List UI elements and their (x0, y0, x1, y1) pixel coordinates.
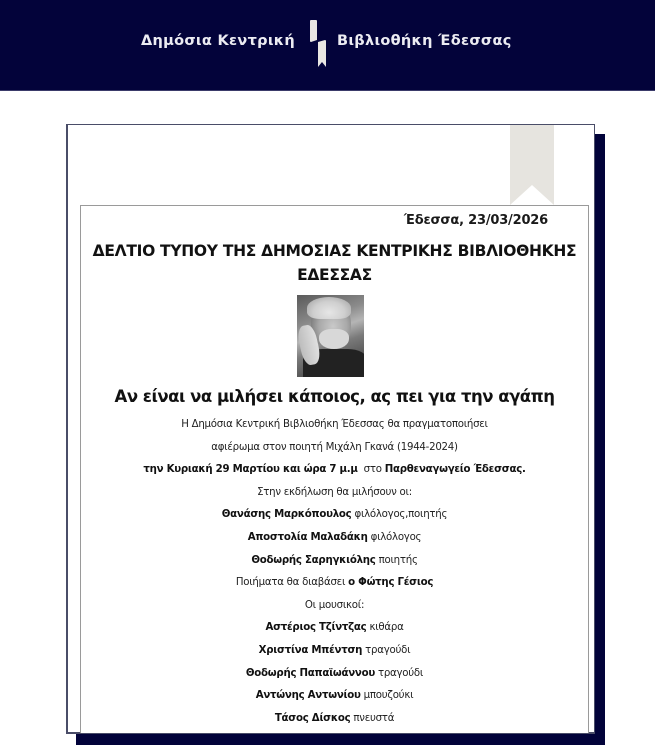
speaker-name: Αποστολία Μαλαδάκη (247, 531, 368, 543)
event-datetime: την Κυριακή 29 Μαρτίου και ώρα 7 μ.μ (143, 464, 358, 476)
speakers-intro: Στην εκδήλωση θα μιλήσουν οι: (257, 486, 412, 498)
portrait-beard (319, 329, 349, 349)
musician-item (81, 622, 588, 645)
brand-name-left: Δημόσια Κεντρική (140, 33, 295, 49)
musician-item (81, 690, 588, 713)
title-line-1: ΔΕΛΤΙΟ ΤΥΠΟΥ ΤΗΣ ΔΗΜΟΣΙΑΣ ΚΕΝΤΡΙΚΗΣ ΒΙΒΛΙΟΘΗΚΗΣ (92, 242, 577, 260)
speaker-item (81, 509, 588, 532)
musician-item (81, 645, 588, 668)
reader-label: Ποιήματα θα διαβάσει (235, 577, 349, 589)
musician-instrument: μπουζούκι (363, 690, 414, 702)
speaker-name: Θανάσης Μαρκόπουλος (221, 509, 352, 521)
portrait-hair (307, 297, 351, 319)
speaker-item (81, 555, 588, 578)
speaker-item (81, 532, 588, 555)
bookmark-logo-icon (307, 20, 329, 68)
reader-name: ο Φώτης Γέσιος (348, 577, 434, 589)
speaker-role: φιλόλογος,ποιητής (354, 509, 448, 521)
event-venue: Παρθεναγωγείο Έδεσσας. (384, 464, 526, 476)
reader-line (81, 577, 588, 600)
intro-line-2: αφιέρωμα στον ποιητή Μιχάλη Γκανά (1944-2024) (211, 441, 458, 453)
title-line-2: ΕΔΕΣΣΑΣ (297, 266, 372, 284)
document-title (81, 239, 588, 287)
brand-name-right: Βιβλιοθήκη Έδεσσας (337, 33, 512, 49)
poet-portrait (297, 295, 364, 377)
speaker-role: ποιητής (378, 554, 418, 566)
musician-item (81, 713, 588, 736)
speaker-name: Θοδωρής Σαρηγκιόλης (251, 554, 376, 566)
musicians-intro: Οι μουσικοί: (304, 599, 365, 611)
musician-name: Τάσος Δίσκος (274, 712, 351, 724)
site-header (0, 0, 655, 91)
event-details (81, 419, 588, 735)
speaker-role: φιλόλογος (370, 531, 422, 543)
musician-item (81, 668, 588, 691)
musician-instrument: τραγούδι (365, 644, 411, 656)
musician-instrument: πνευστά (353, 712, 395, 724)
musician-instrument: κιθάρα (369, 622, 404, 634)
musician-name: Χριστίνα Μπέντση (258, 644, 363, 656)
intro-line-1: Η Δημόσια Κεντρική Βιβλιοθήκη Έδεσσας θα πραγματοποιήσει (181, 419, 488, 430)
event-datetime-venue (81, 464, 588, 487)
musician-instrument: τραγούδι (377, 667, 424, 679)
event-connector: στο (357, 464, 385, 476)
musician-name: Αντώνης Αντωνίου (255, 690, 361, 702)
event-headline: Αν είναι να μιλήσει κάποιος, ας πει για την αγάπη (114, 387, 555, 406)
musician-name: Αστέριος Τζίντζας (265, 622, 367, 634)
musician-name: Θοδωρής Παπαϊωάννου (245, 667, 375, 679)
release-date: Έδεσσα, 23/03/2026 (403, 213, 548, 228)
press-release-document (80, 205, 589, 733)
